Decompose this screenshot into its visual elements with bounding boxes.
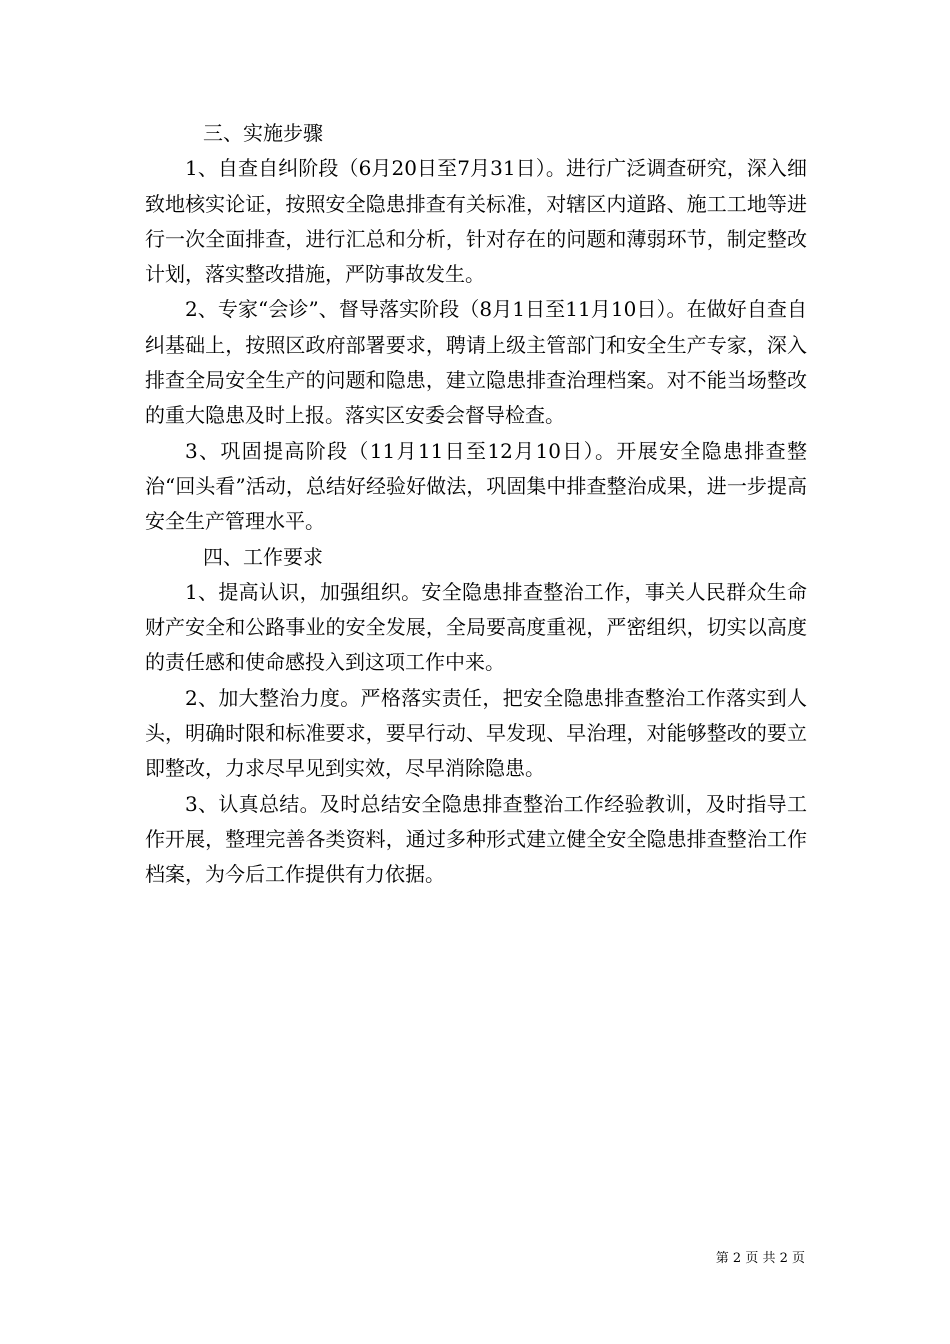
paragraph-requirement-2: 2、加大整治力度。严格落实责任，把安全隐患排查整治工作落实到人头，明确时限和标准要求，要早行动、早发现、早治理，对能够整改的要立即整改，力求尽早见到实效，尽早消除隐患。 — [145, 685, 807, 781]
page-number-footer: 第 2 页 共 2 页 — [715, 1251, 805, 1266]
paragraph-step-2: 2、专家“会诊”、督导落实阶段（8月1日至11月10日）。在做好自查自纠基础上，按照区政府部署要求，聘请上级主管部门和安全生产专家，深入排查全局安全生产的问题和隐患，建立隐患排查治理档案。对不能当场整改的重大隐患及时上报。落实区安委会督导检查。 — [145, 297, 807, 428]
paragraph-step-1: 1、自查自纠阶段（6月20日至7月31日）。进行广泛调查研究，深入细致地核实论证，按照安全隐患排查有关标准，对辖区内道路、施工工地等进行一次全面排查，进行汇总和分析，针对存在的问题和薄弱环节，制定整改计划，落实整改措施，严防事故发生。 — [145, 156, 807, 287]
paragraph-step-3: 3、巩固提高阶段（11月11日至12月10日）。开展安全隐患排查整治“回头看”活动，总结好经验好做法，巩固集中排查整治成果，进一步提高安全生产管理水平。 — [145, 438, 807, 534]
section-heading-implementation-steps: 三、实施步骤 — [203, 121, 323, 145]
paragraph-requirement-1: 1、提高认识，加强组织。安全隐患排查整治工作，事关人民群众生命财产安全和公路事业的安全发展，全局要高度重视，严密组织，切实以高度的责任感和使命感投入到这项工作中来。 — [145, 579, 807, 675]
section-heading-work-requirements: 四、工作要求 — [203, 544, 323, 569]
paragraph-requirement-3: 3、认真总结。及时总结安全隐患排查整治工作经验教训，及时指导工作开展，整理完善各类资料，通过多种形式建立健全安全隐患排查整治工作档案，为今后工作提供有力依据。 — [145, 791, 807, 887]
document-body — [145, 116, 807, 893]
